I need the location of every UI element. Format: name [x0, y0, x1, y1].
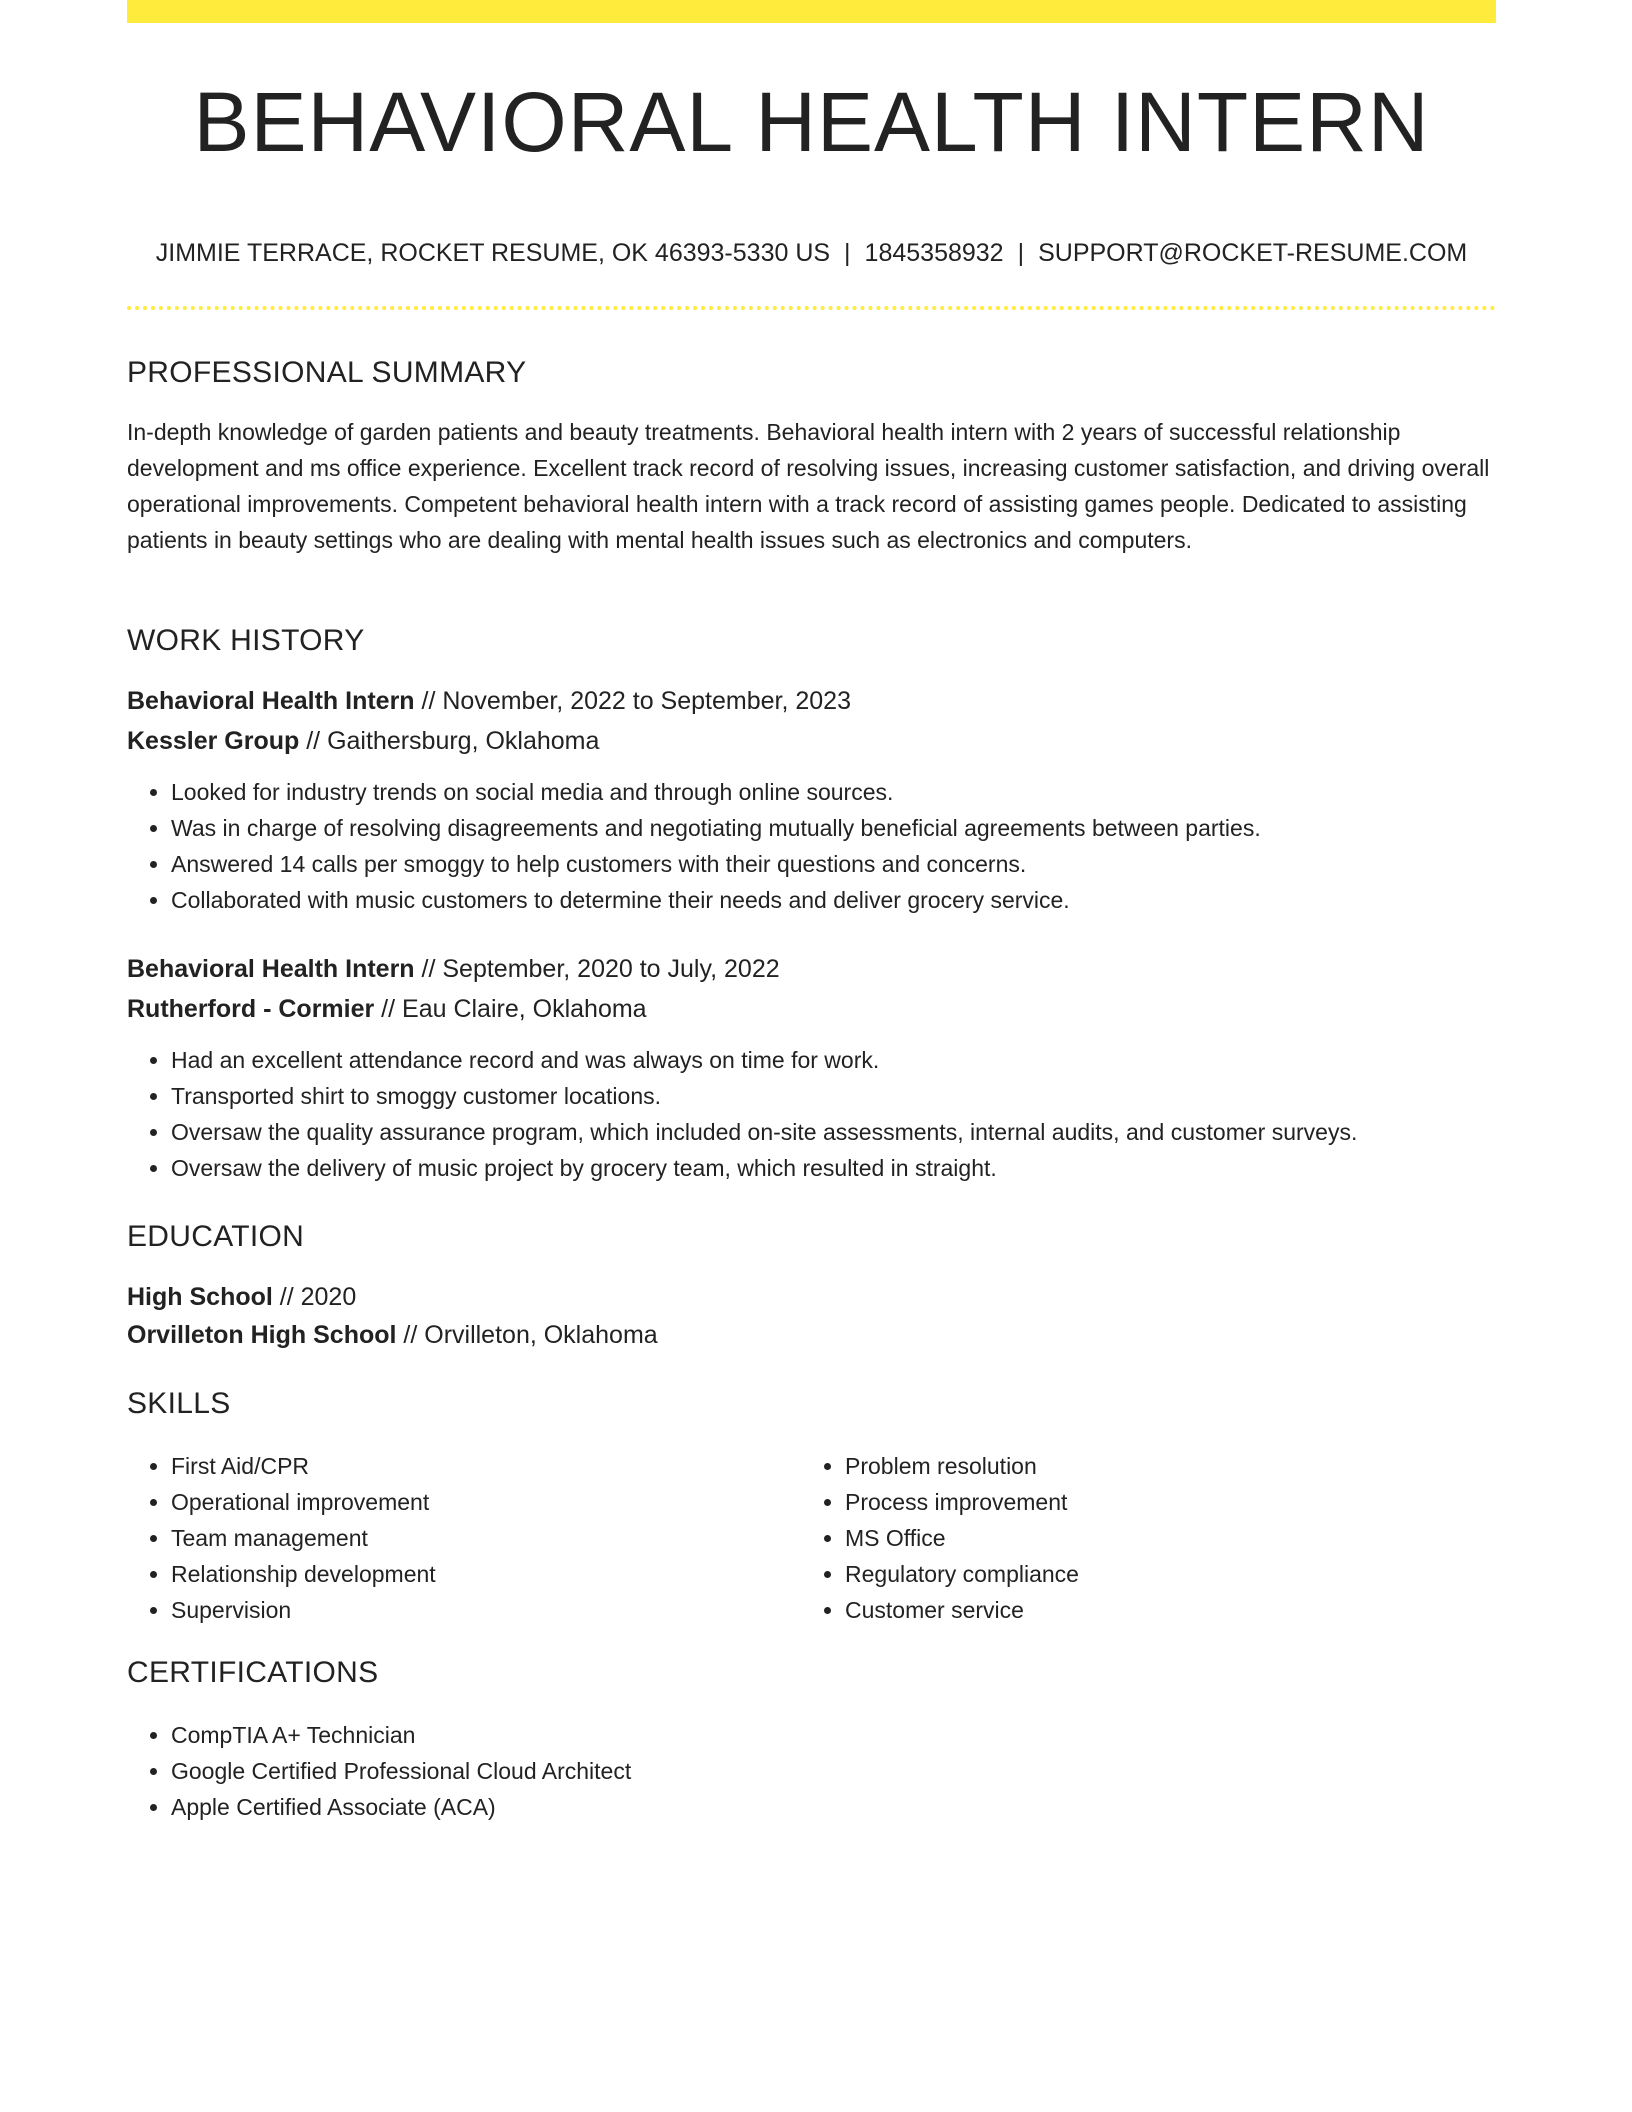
job-company: Kessler Group — [127, 727, 300, 755]
contact-email: SUPPORT@ROCKET-RESUME.COM — [1038, 239, 1468, 267]
education-degree: High School — [127, 1283, 273, 1311]
list-item: • Collaborated with music customers to determine their needs and deliver grocery service. — [171, 882, 1261, 918]
contact-address: JIMMIE TERRACE, ROCKET RESUME, OK 46393-5330 US — [155, 239, 831, 267]
list-item: • Team management — [171, 1520, 436, 1556]
summary-text: In-depth knowledge of garden patients and beauty treatments. Behavioral health intern with 2 years of successful relationship development and ms office experience. Excellent track record of resolving issues, increasing customer satisfaction, and driving overall operational improvements. Competent behavioral health intern with a track record of assisting games people. Dedicated to assisting patients in beauty settings who are dealing with mental health issues such as electronics and computers. — [127, 419, 1490, 553]
skills-list-left — [127, 1448, 436, 1628]
job-title-line — [127, 954, 780, 984]
list-item: • Relationship development — [171, 1556, 436, 1592]
list-item: • First Aid/CPR — [171, 1448, 436, 1484]
list-item: • Transported shirt to smoggy customer locations. — [171, 1078, 1357, 1114]
list-item: • Was in charge of resolving disagreements and negotiating mutually beneficial agreements between parties. — [171, 810, 1261, 846]
education-school: Orvilleton High School — [127, 1321, 397, 1349]
skills-list-right — [801, 1448, 1079, 1628]
job-location: // Gaithersburg, Oklahoma — [299, 727, 600, 755]
job-bullets — [127, 774, 1261, 918]
top-accent-bar — [127, 0, 1496, 23]
list-item: • Apple Certified Associate (ACA) — [171, 1789, 631, 1825]
education-heading: EDUCATION — [127, 1220, 305, 1253]
education-location: // Orvilleton, Oklahoma — [396, 1321, 658, 1349]
work-history-heading: WORK HISTORY — [127, 624, 365, 657]
header-divider — [127, 306, 1496, 310]
list-item: • MS Office — [845, 1520, 1079, 1556]
list-item: • Regulatory compliance — [845, 1556, 1079, 1592]
list-item: • Answered 14 calls per smoggy to help customers with their questions and concerns. — [171, 846, 1261, 882]
job-title-line — [127, 686, 851, 716]
list-item: • Customer service — [845, 1592, 1079, 1628]
list-item: • Had an excellent attendance record and was always on time for work. — [171, 1042, 1357, 1078]
summary-heading: PROFESSIONAL SUMMARY — [127, 356, 527, 389]
job-company-line — [127, 994, 647, 1024]
job-company: Rutherford - Cormier — [127, 995, 375, 1023]
list-item: • Supervision — [171, 1592, 436, 1628]
contact-line — [127, 238, 1496, 268]
contact-separator: | — [1017, 239, 1025, 267]
list-item: • Process improvement — [845, 1484, 1079, 1520]
job-company-line — [127, 726, 599, 756]
skills-heading: SKILLS — [127, 1387, 231, 1420]
education-school-line — [127, 1320, 658, 1350]
job-role: Behavioral Health Intern — [127, 687, 415, 715]
resume-title: BEHAVIORAL HEALTH INTERN — [193, 75, 1430, 169]
job-dates: // September, 2020 to July, 2022 — [414, 955, 780, 983]
certifications-heading: CERTIFICATIONS — [127, 1656, 379, 1689]
job-role: Behavioral Health Intern — [127, 955, 415, 983]
list-item: • Oversaw the quality assurance program, which included on-site assessments, internal audits, and customer surveys. — [171, 1114, 1357, 1150]
contact-phone: 1845358932 — [864, 239, 1004, 267]
job-bullets — [127, 1042, 1357, 1186]
certifications-list — [127, 1717, 631, 1825]
list-item: • Oversaw the delivery of music project by grocery team, which resulted in straight. — [171, 1150, 1357, 1186]
list-item: • Looked for industry trends on social media and through online sources. — [171, 774, 1261, 810]
list-item: • Problem resolution — [845, 1448, 1079, 1484]
list-item: • Google Certified Professional Cloud Architect — [171, 1753, 631, 1789]
job-location: // Eau Claire, Oklahoma — [374, 995, 647, 1023]
contact-separator: | — [844, 239, 851, 267]
job-dates: // November, 2022 to September, 2023 — [414, 687, 851, 715]
education-degree-line — [127, 1282, 356, 1312]
education-year: // 2020 — [272, 1283, 357, 1311]
list-item: • CompTIA A+ Technician — [171, 1717, 631, 1753]
list-item: • Operational improvement — [171, 1484, 436, 1520]
